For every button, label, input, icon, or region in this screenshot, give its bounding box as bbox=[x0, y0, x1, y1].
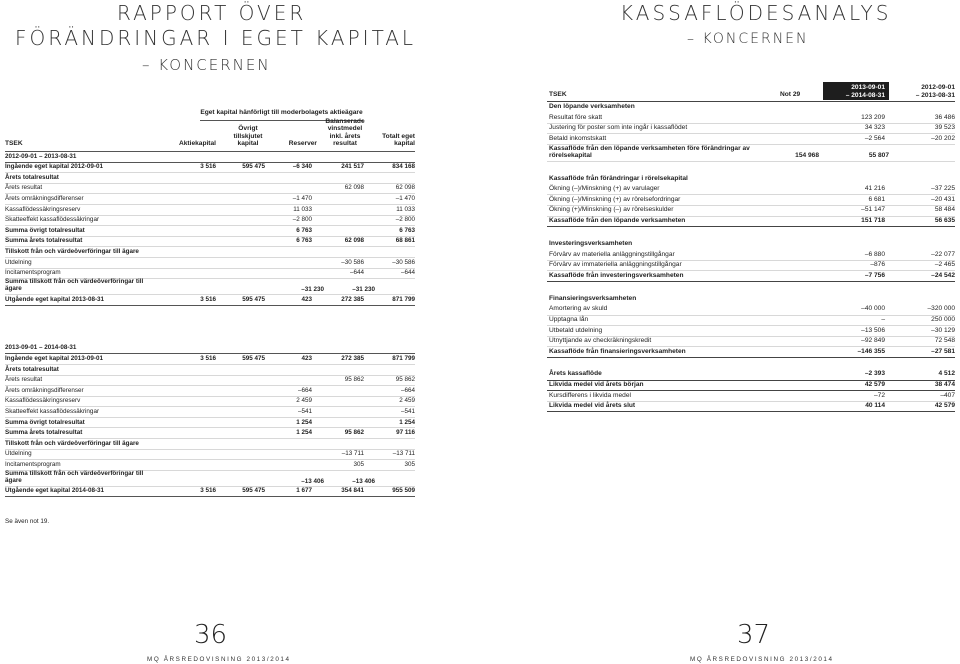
left-title-line1: RAPPORT ÖVER bbox=[117, 1, 307, 25]
value-current: 40 114 bbox=[865, 402, 885, 410]
row-label: Kassaflödessäkringsreserv bbox=[5, 397, 81, 405]
cell-value: –13 711 bbox=[341, 450, 364, 458]
value-previous: –407 bbox=[940, 391, 955, 399]
row-label: Skatteeffekt kassaflödessäkringar bbox=[5, 407, 100, 415]
value-current: –146 355 bbox=[857, 347, 885, 355]
value-previous: 38 474 bbox=[934, 381, 955, 388]
row-label: Incitamentsprogram bbox=[5, 460, 61, 468]
table-row bbox=[547, 337, 955, 348]
cell-value: 595 475 bbox=[242, 163, 265, 171]
value-current: –6 880 bbox=[864, 250, 885, 258]
value-current: 123 209 bbox=[861, 113, 885, 121]
table-row bbox=[547, 227, 955, 239]
table-row bbox=[547, 145, 955, 162]
table-row bbox=[5, 418, 415, 429]
cell-value: 3 516 bbox=[200, 163, 216, 171]
value-previous: –30 129 bbox=[931, 326, 955, 334]
section-heading bbox=[547, 174, 955, 185]
table-row bbox=[5, 376, 415, 387]
value-previous: –2 465 bbox=[934, 261, 955, 269]
cell-value: 62 098 bbox=[344, 184, 364, 192]
value-previous: 55 807 bbox=[868, 152, 889, 160]
equity-group-header: Eget kapital hänförligt till moderbolagets aktieägare bbox=[200, 110, 363, 121]
cashflow-table bbox=[547, 82, 955, 412]
row-label: Tillskott från och värdeöverföringar till ägare bbox=[5, 247, 139, 255]
row-label: Summa tillskott från och värdeöverföringar till ägare bbox=[5, 470, 144, 484]
cell-value: 1 254 bbox=[296, 429, 312, 437]
equity-table bbox=[5, 104, 415, 497]
value-previous: 56 635 bbox=[934, 217, 955, 225]
table-row bbox=[5, 279, 415, 295]
value-previous: 72 548 bbox=[934, 337, 955, 345]
table-row bbox=[5, 487, 415, 498]
equity-col-aktiekapital: Aktiekapital bbox=[178, 140, 216, 148]
row-label: Förvärv av materiella anläggningstillgångar bbox=[549, 250, 675, 258]
cell-value: 6 763 bbox=[296, 237, 312, 245]
value-previous: 250 000 bbox=[931, 316, 955, 324]
table-row bbox=[5, 471, 415, 487]
table-row bbox=[5, 226, 415, 237]
period-row bbox=[5, 152, 415, 163]
row-label: Årets resultat bbox=[5, 376, 43, 384]
row-label: Utdelning bbox=[5, 450, 32, 458]
table-row bbox=[547, 185, 955, 196]
cell-value: –13 406 bbox=[301, 477, 324, 485]
cell-value: 3 516 bbox=[200, 354, 216, 362]
table-row bbox=[5, 306, 415, 344]
value-current: 41 216 bbox=[864, 185, 885, 193]
table-row bbox=[5, 407, 415, 418]
table-row bbox=[5, 237, 415, 248]
cell-value: –30 586 bbox=[392, 258, 415, 266]
row-label: Summa övrigt totalresultat bbox=[5, 226, 85, 234]
cell-value: 62 098 bbox=[395, 184, 415, 192]
cell-value: –2 800 bbox=[395, 216, 415, 224]
cell-value: 6 763 bbox=[296, 226, 312, 234]
table-row bbox=[547, 347, 955, 358]
row-label: Årets totalresultat bbox=[5, 173, 59, 181]
page-number-right: 37 bbox=[737, 620, 771, 650]
value-current: 6 681 bbox=[868, 195, 885, 203]
cell-value: –2 800 bbox=[292, 216, 312, 224]
cell-value: 272 385 bbox=[341, 354, 364, 362]
row-label: Årets totalresultat bbox=[5, 365, 59, 373]
value-previous: –24 542 bbox=[931, 271, 955, 279]
equity-col-ovrigt: Övrigt tillskjutet kapital bbox=[233, 125, 263, 148]
equity-col-tsek: TSEK bbox=[5, 140, 23, 148]
left-title-line3: – KONCERNEN bbox=[142, 56, 271, 74]
table-row bbox=[5, 258, 415, 269]
table-row bbox=[547, 195, 955, 206]
cell-value: 1 254 bbox=[296, 418, 312, 426]
row-label: Likvida medel vid årets början bbox=[549, 381, 644, 388]
table-row bbox=[547, 370, 955, 381]
value-previous: 36 486 bbox=[934, 113, 955, 121]
table-row bbox=[5, 295, 415, 306]
period-row bbox=[5, 344, 415, 355]
value-previous: 4 512 bbox=[938, 370, 955, 378]
table-row bbox=[5, 194, 415, 205]
table-row bbox=[547, 271, 955, 282]
row-label: Skatteeffekt kassaflödessäkringar bbox=[5, 216, 100, 224]
cashflow-col-period-previous bbox=[893, 82, 955, 99]
table-row bbox=[5, 428, 415, 439]
cell-value: 354 841 bbox=[341, 487, 364, 495]
row-label: Ingående eget kapital 2012-09-01 bbox=[5, 163, 103, 171]
table-row bbox=[547, 134, 955, 145]
table-row bbox=[547, 358, 955, 370]
page-number-left: 36 bbox=[194, 620, 228, 650]
table-row bbox=[547, 250, 955, 261]
row-label: Incitamentsprogram bbox=[5, 269, 61, 277]
cell-value: –664 bbox=[400, 386, 415, 394]
value-current: –876 bbox=[870, 261, 885, 269]
cashflow-table-body bbox=[547, 102, 955, 412]
cell-value: 95 862 bbox=[395, 376, 415, 384]
cell-value: 97 116 bbox=[396, 429, 415, 437]
row-label: Summa övrigt totalresultat bbox=[5, 418, 85, 426]
equity-note: Se även not 19. bbox=[5, 518, 50, 525]
value-current: –2 564 bbox=[864, 134, 885, 142]
table-row bbox=[547, 381, 955, 392]
row-label: Summa årets totalresultat bbox=[5, 237, 83, 245]
row-label: Förvärv av immateriella anläggningstillgångar bbox=[549, 261, 682, 269]
cell-value: –30 586 bbox=[341, 258, 364, 266]
cell-value: 6 763 bbox=[399, 226, 415, 234]
value-previous: –20 202 bbox=[931, 134, 955, 142]
row-label: Resultat före skatt bbox=[549, 113, 603, 121]
value-current: –13 506 bbox=[861, 326, 885, 334]
table-row bbox=[5, 397, 415, 408]
period-previous-end: – 2013-08-31 bbox=[915, 91, 955, 99]
row-label: Amortering av skuld bbox=[549, 305, 608, 313]
value-previous: –20 431 bbox=[931, 195, 955, 203]
cell-value: –644 bbox=[400, 269, 415, 277]
value-current: – bbox=[881, 316, 885, 324]
table-row bbox=[5, 386, 415, 397]
cell-value: 11 033 bbox=[293, 205, 312, 213]
table-row bbox=[547, 113, 955, 124]
table-row bbox=[5, 163, 415, 174]
row-label: Kassaflöde från den löpande verksamheten före förändringar av rörelsekapital bbox=[549, 144, 750, 160]
cell-value: –31 230 bbox=[352, 285, 375, 293]
row-label: Utdelning bbox=[5, 258, 32, 266]
value-current: –40 000 bbox=[861, 305, 885, 313]
cell-value: 305 bbox=[353, 460, 364, 468]
cashflow-col-period-current bbox=[823, 82, 889, 100]
row-label: Summa tillskott från och värdeöverföringar till ägare bbox=[5, 278, 144, 293]
cell-value: –1 470 bbox=[292, 195, 312, 203]
cell-value: –13 406 bbox=[352, 477, 375, 485]
row-label: Kassaflöde från investeringsverksamheten bbox=[549, 271, 684, 279]
table-row bbox=[547, 261, 955, 272]
cell-value: 272 385 bbox=[341, 295, 364, 303]
cell-value: 595 475 bbox=[242, 295, 265, 303]
cell-value: 595 475 bbox=[242, 487, 265, 495]
row-label: Årets omräkningsdifferenser bbox=[5, 195, 84, 203]
table-row bbox=[5, 439, 415, 450]
equity-table-body bbox=[5, 152, 415, 497]
table-row bbox=[547, 282, 955, 294]
cell-value: 241 517 bbox=[341, 163, 364, 171]
cell-value: 1 254 bbox=[399, 418, 415, 426]
row-label: Ingående eget kapital 2013-09-01 bbox=[5, 354, 103, 362]
table-row bbox=[5, 184, 415, 195]
table-row bbox=[5, 205, 415, 216]
cell-value: –644 bbox=[349, 269, 364, 277]
equity-col-totalt: Totalt eget kapital bbox=[382, 132, 415, 148]
row-label: Utgående eget kapital 2014-08-31 bbox=[5, 487, 105, 495]
row-label: Kassaflöde från förändringar i rörelsekapital bbox=[549, 174, 688, 182]
row-label: Årets omräkningsdifferenser bbox=[5, 386, 84, 394]
row-label: Summa årets totalresultat bbox=[5, 429, 83, 437]
period-current-start: 2013-09-01 bbox=[851, 84, 885, 91]
cell-value: 2 459 bbox=[399, 397, 415, 405]
value-previous: 42 579 bbox=[934, 402, 955, 410]
row-label: Utbetald utdelning bbox=[549, 326, 603, 334]
equity-col-balanserade: Balanserade vinstmedel inkl. årets resultat bbox=[325, 117, 365, 148]
value-previous: –320 000 bbox=[927, 305, 955, 313]
cell-value: 95 862 bbox=[344, 376, 364, 384]
cell-value: 423 bbox=[301, 354, 312, 362]
cell-value: –6 340 bbox=[292, 163, 312, 171]
period-current-end: – 2014-08-31 bbox=[845, 91, 885, 99]
cell-value: 3 516 bbox=[200, 295, 216, 303]
row-label: Upptagna lån bbox=[549, 316, 589, 324]
table-row bbox=[547, 391, 955, 402]
value-previous: –37 225 bbox=[931, 185, 955, 193]
table-row bbox=[5, 365, 415, 376]
table-row bbox=[547, 326, 955, 337]
right-title-line2: – KONCERNEN bbox=[687, 31, 809, 47]
row-label: Betald inkomstskatt bbox=[549, 134, 607, 142]
value-current: 154 968 bbox=[795, 152, 819, 160]
row-label: Tillskott från och värdeöverföringar till ägare bbox=[5, 439, 139, 447]
table-row bbox=[547, 217, 955, 228]
equity-col-reserver: Reserver bbox=[288, 140, 317, 148]
value-current: –2 393 bbox=[864, 370, 885, 378]
row-label: Likvida medel vid årets slut bbox=[549, 402, 636, 410]
table-row bbox=[547, 124, 955, 135]
table-row bbox=[547, 206, 955, 217]
table-row bbox=[547, 305, 955, 316]
row-label: Investeringsverksamheten bbox=[549, 240, 633, 248]
footer-text-right: MQ ÅRSREDOVISNING 2013/2014 bbox=[690, 656, 834, 663]
cell-value: 3 516 bbox=[200, 487, 216, 495]
cell-value: –31 230 bbox=[301, 285, 324, 293]
value-current: 151 718 bbox=[861, 217, 885, 225]
cell-value: 595 475 bbox=[242, 354, 265, 362]
value-current: –72 bbox=[873, 391, 885, 399]
left-title-line2: FÖRÄNDRINGAR I EGET KAPITAL bbox=[15, 26, 417, 50]
value-previous: –22 077 bbox=[931, 250, 955, 258]
cell-value: 95 862 bbox=[344, 429, 364, 437]
table-row bbox=[547, 162, 955, 174]
cell-value: –664 bbox=[297, 386, 312, 394]
cell-value: 2 459 bbox=[296, 397, 312, 405]
cell-value: 834 168 bbox=[392, 163, 415, 171]
value-current: 42 579 bbox=[864, 381, 885, 388]
cell-value: –541 bbox=[297, 407, 312, 415]
cell-value: –13 711 bbox=[392, 450, 415, 458]
row-label: Ökning (–)/Minskning (+) av varulager bbox=[549, 185, 660, 193]
value-previous: 58 484 bbox=[934, 206, 955, 214]
section-heading bbox=[547, 102, 955, 113]
row-label: 2012-09-01 – 2013-08-31 bbox=[5, 152, 77, 160]
cell-value: 423 bbox=[301, 295, 312, 303]
value-current: –7 756 bbox=[864, 271, 885, 279]
cell-value: –1 470 bbox=[395, 195, 415, 203]
row-label: Kassaflöde från finansieringsverksamheten bbox=[549, 347, 686, 355]
row-label: Finansieringsverksamheten bbox=[549, 295, 637, 303]
row-label: Utgående eget kapital 2013-08-31 bbox=[5, 295, 105, 303]
row-label: Ökning (–)/Minskning (+) av rörelsefordringar bbox=[549, 195, 681, 203]
row-label: Årets resultat bbox=[5, 184, 43, 192]
table-row bbox=[5, 450, 415, 461]
cell-value: 62 098 bbox=[344, 237, 364, 245]
cell-value: –541 bbox=[400, 407, 415, 415]
cell-value: 68 861 bbox=[395, 237, 415, 245]
cashflow-table-header bbox=[547, 82, 955, 102]
table-row bbox=[5, 247, 415, 258]
cell-value: 11 033 bbox=[396, 205, 415, 213]
section-heading bbox=[547, 294, 955, 305]
table-row bbox=[5, 354, 415, 365]
cell-value: 871 799 bbox=[392, 354, 415, 362]
value-previous: –27 581 bbox=[931, 347, 955, 355]
row-label: Utnyttjande av checkräkningskredit bbox=[549, 337, 652, 345]
cashflow-col-tsek: TSEK bbox=[549, 91, 567, 99]
row-label: Kassaflöde från den löpande verksamheten bbox=[549, 217, 686, 225]
value-current: –92 849 bbox=[861, 337, 885, 345]
table-row bbox=[5, 216, 415, 227]
footer-text-left: MQ ÅRSREDOVISNING 2013/2014 bbox=[147, 656, 291, 663]
period-previous-start: 2012-09-01 bbox=[921, 84, 955, 91]
cell-value: 955 509 bbox=[392, 487, 415, 495]
cell-value: 1 677 bbox=[296, 487, 312, 495]
cell-value: 871 799 bbox=[392, 295, 415, 303]
row-label: Justering för poster som inte ingår i kassaflödet bbox=[549, 124, 688, 132]
row-label: 2013-09-01 – 2014-08-31 bbox=[5, 344, 77, 352]
table-row bbox=[5, 173, 415, 184]
cell-value: 305 bbox=[404, 460, 415, 468]
section-heading bbox=[547, 239, 955, 250]
row-label: Ökning (+)/Minskning (–) av rörelseskulder bbox=[549, 206, 674, 214]
equity-table-header bbox=[5, 104, 415, 152]
right-title-line1: KASSAFLÖDESANALYS bbox=[620, 1, 892, 25]
value-current: 34 323 bbox=[864, 124, 885, 132]
cashflow-col-not: Not 29 bbox=[780, 91, 801, 99]
row-label: Den löpande verksamheten bbox=[549, 103, 635, 111]
table-row bbox=[547, 402, 955, 413]
row-label: Kassaflödessäkringsreserv bbox=[5, 205, 81, 213]
value-current: –51 147 bbox=[861, 206, 885, 214]
table-row bbox=[547, 316, 955, 327]
row-label: Årets kassaflöde bbox=[549, 370, 602, 378]
value-previous: 39 523 bbox=[934, 124, 955, 132]
row-label: Kursdifferens i likvida medel bbox=[549, 391, 631, 399]
